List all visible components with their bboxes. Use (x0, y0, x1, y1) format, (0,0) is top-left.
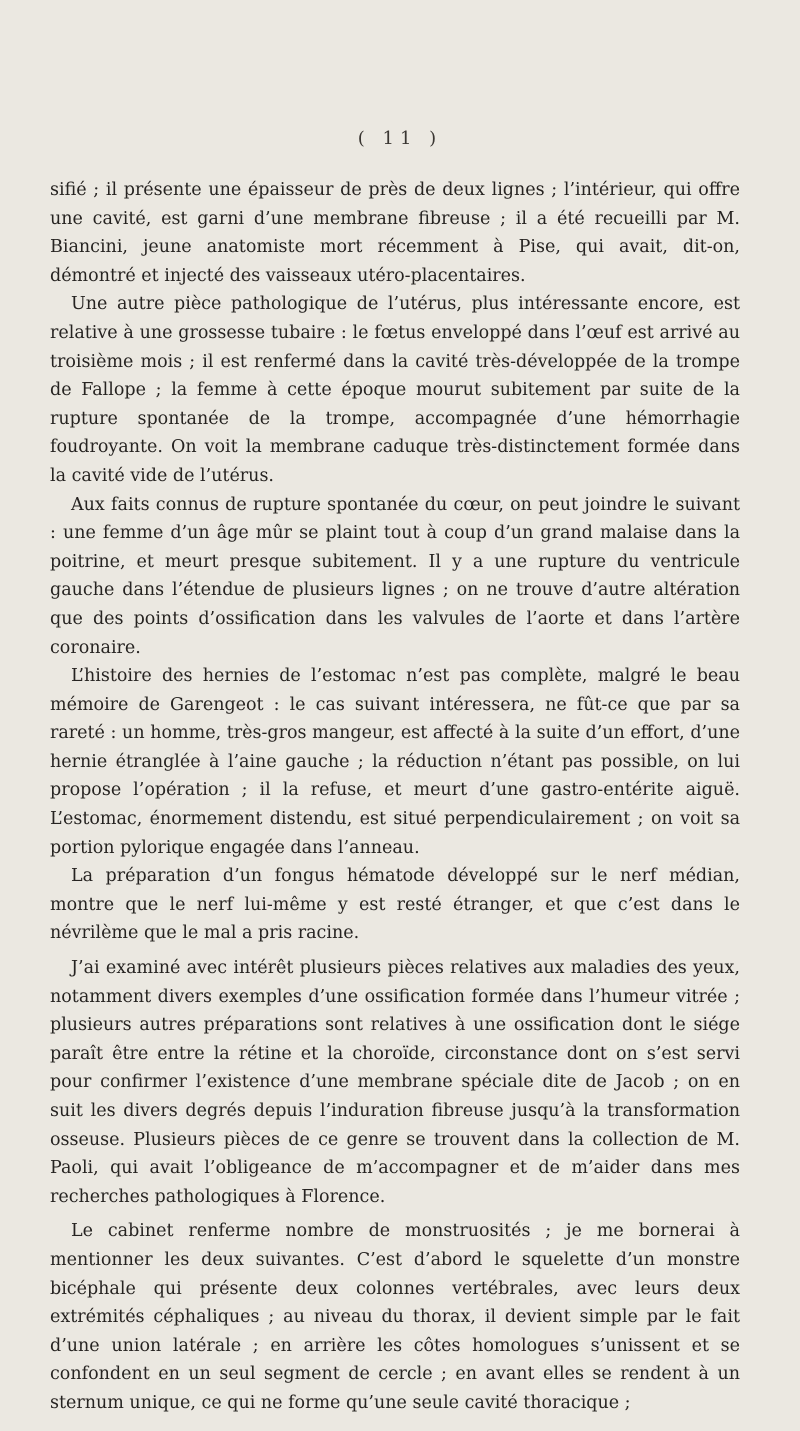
paragraph-continued: sifié ; il présente une épaisseur de près de deux lignes ; l’intérieur, qui offre une cavité, est garni d’une membrane fibreuse ; il a été recueilli par M. Biancini, jeune anatomiste mort récemment à Pise, qui avait, dit-on, démontré et injecté des vaisseaux utéro-placentaires. (50, 180, 740, 286)
body-text (50, 176, 740, 1418)
paragraph-rupture-coeur: Aux faits connus de rupture spontanée du cœur, on peut joindre le suivant : une femme d’un âge mûr se plaint tout à coup d’un grand malaise dans la poitrine, et meurt presque subitement. Il y a une rupture du ventricule gauche dans l’étendue de plusieurs lignes ; on ne trouve d’autre altération que des points d’ossification dans les valvules de l’aorte et dans l’artère coronaire. (50, 494, 740, 658)
paragraph-monstruosites: Le cabinet renferme nombre de monstruosités ; je me bornerai à mentionner les deux suivantes. C’est d’abord le squelette d’un monstre bicéphale qui présente deux colonnes vertébrales, avec leurs deux extrémités céphaliques ; au niveau du thorax, il devient simple par le fait d’une union latérale ; en arrière les côtes homologues s’unissent et se confondent en un seul segment de cercle ; en avant elles se rendent à un sternum unique, ce qui ne forme qu’une seule cavité thoracique ; (50, 1221, 740, 1413)
paragraph-grossesse-tubaire: Une autre pièce pathologique de l’utérus, plus intéressante encore, est relative à une grossesse tubaire : le fœtus enveloppé dans l’œuf est arrivé au troisième mois ; il est renfermé dans la cavité très-développée de la trompe de Fallope ; la femme à cette époque mourut subitement par suite de la rupture spontanée de la trompe, accompagnée d’une hémorrhagie foudroyante. On voit la membrane caduque très-distinctement formée dans la cavité vide de l’utérus. (50, 294, 740, 486)
paragraph-maladies-yeux: J’ai examiné avec intérêt plusieurs pièces relatives aux maladies des yeux, notamment divers exemples d’une ossification formée dans l’humeur vitrée ; plusieurs autres préparations sont relatives à une ossification dont le siége paraît être entre la rétine et la choroïde, circonstance dont on s’est servi pour confirmer l’existence d’une membrane spéciale dite de Jacob ; on en suit les divers degrés depuis l’induration fibreuse jusqu’à la transformation osseuse. Plusieurs pièces de ce genre se trouvent dans la collection de M. Paoli, qui avait l’obligeance de m’accompagner et de m’aider dans mes recherches pathologiques à Florence. (50, 958, 740, 1207)
page-number: ( 11 ) (357, 128, 443, 149)
paragraph-fongus-hematode: La préparation d’un fongus hématode développé sur le nerf médian, montre que le nerf lui-même y est resté étranger, et que c’est dans le névrilème que le mal a pris racine. (50, 866, 740, 944)
paragraph-hernie-estomac: L’histoire des hernies de l’estomac n’est pas complète, malgré le beau mémoire de Garengeot : le cas suivant intéressera, ne fût-ce que par sa rareté : un homme, très-gros mangeur, est affecté à la suite d’un effort, d’une hernie étranglée à l’aine gauche ; la réduction n’étant pas possible, on lui propose l’opération ; il la refuse, et meurt d’une gastro-entérite aiguë. L’estomac, énormement distendu, est situé perpendiculairement ; on voit sa portion pylorique engagée dans l’anneau. (50, 666, 740, 858)
